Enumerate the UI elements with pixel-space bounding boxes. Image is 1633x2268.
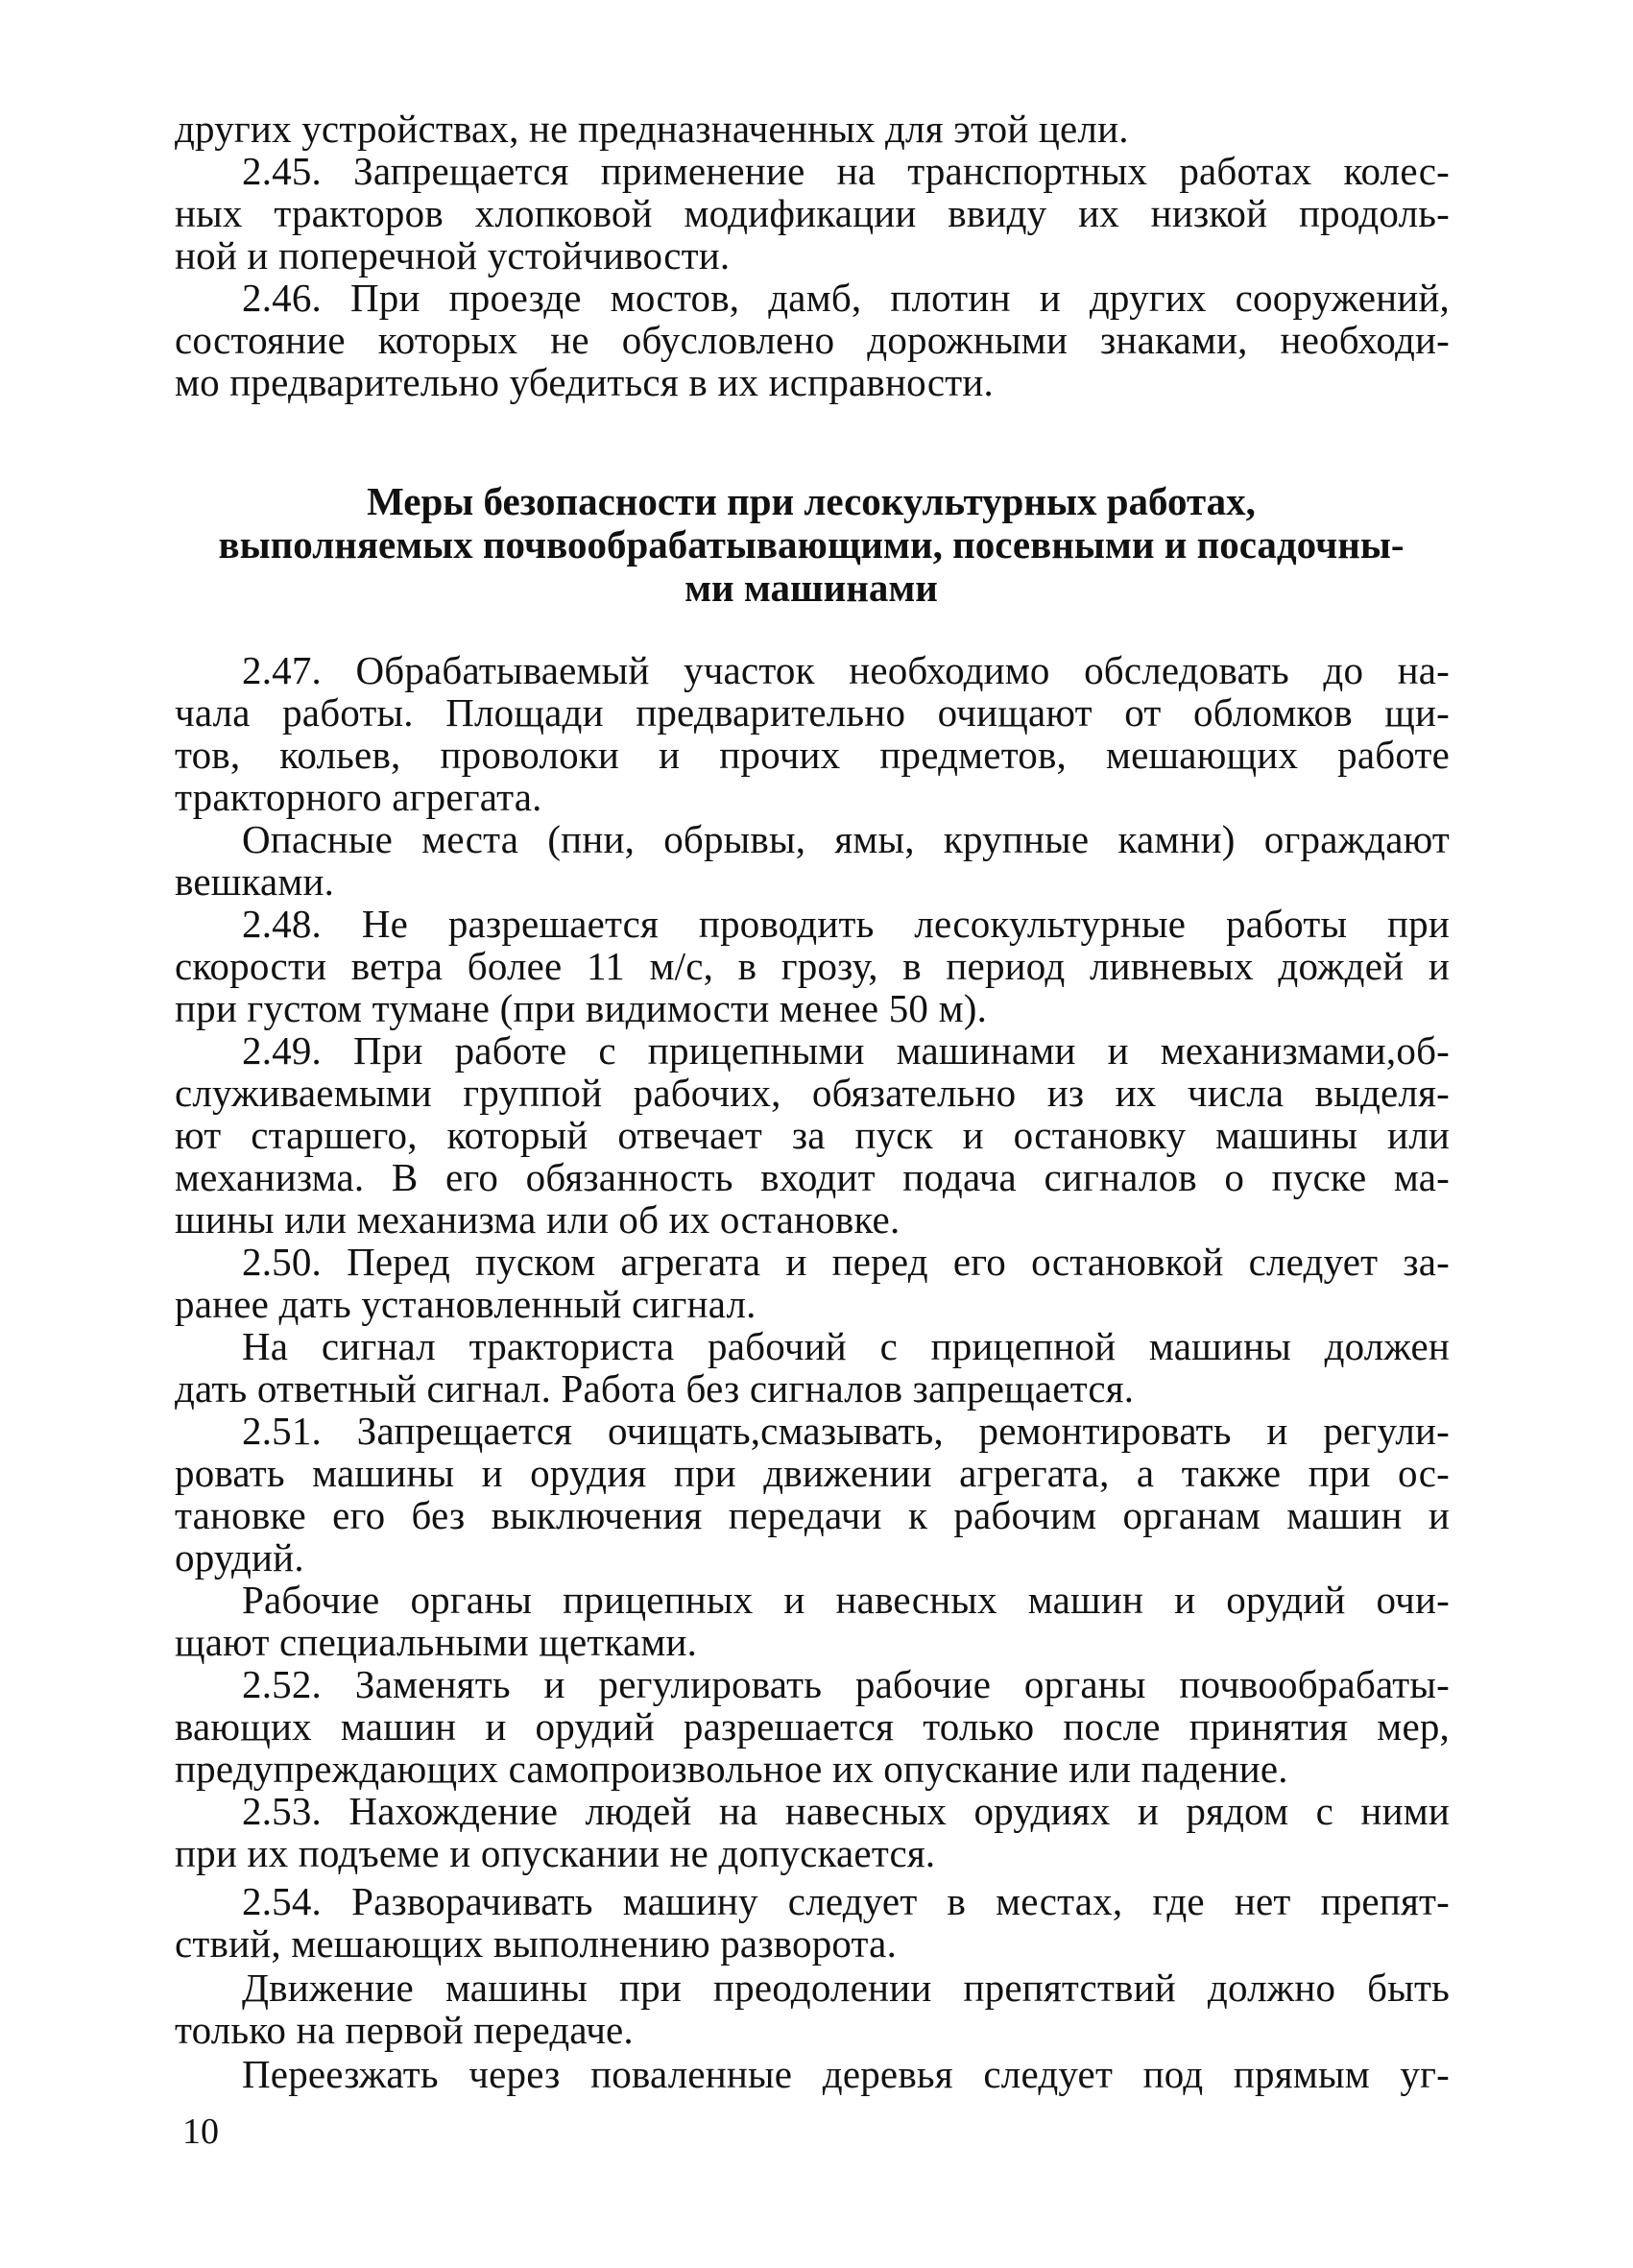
text-line: 2.53. Нахождение людей на навесных орудиях и рядом с ними <box>242 1789 1450 1833</box>
text-line: Движение машины при преодолении препятствий должно быть <box>242 1966 1450 2010</box>
text-line: 2.47. Обрабатываемый участок необходимо обследовать до на- <box>242 648 1450 692</box>
text-line: 2.48. Не разрешается проводить лесокультурные работы при <box>242 902 1450 946</box>
text-line: механизма. В его обязанность входит подача сигналов о пуске ма- <box>175 1155 1450 1199</box>
text-line: вешками. <box>175 859 335 904</box>
text-line: 2.46. При проезде мостов, дамб, плотин и других сооружений, <box>242 276 1450 320</box>
text-line: 2.51. Запрещается очищать,смазывать, ремонтировать и регули- <box>242 1409 1450 1453</box>
text-line: вающих машин и орудий разрешается только после принятия мер, <box>175 1704 1450 1749</box>
text-line: ют старшего, который отвечает за пуск и остановку машины или <box>175 1113 1450 1157</box>
text-line: ствий, мешающих выполнению разворота. <box>175 1921 898 1966</box>
text-line: тов, кольев, проволоки и прочих предметов, мешающих работе <box>175 733 1450 777</box>
text-line: предупреждающих самопроизвольное их опускание или падение. <box>175 1747 1288 1791</box>
text-line: Переезжать через поваленные деревья следует под прямым уг- <box>242 2052 1450 2096</box>
text-line: состояние которых не обусловлено дорожными знаками, необходи- <box>175 318 1450 362</box>
text-line: Рабочие органы прицепных и навесных машин и орудий очи- <box>242 1578 1450 1622</box>
section-heading-line: Меры безопасности при лесокультурных работах, <box>367 479 1256 523</box>
text-line: других устройствах, не предназначенных для этой цели. <box>175 107 1129 151</box>
text-line: 2.50. Перед пуском агрегата и перед его остановкой следует за- <box>242 1240 1450 1284</box>
text-line: только на первой передаче. <box>175 2008 634 2052</box>
text-line: тановке его без выключения передачи к рабочим органам машин и <box>175 1493 1450 1537</box>
text-line: при густом тумане (при видимости менее 50 м). <box>175 986 988 1030</box>
section-heading-line: ми машинами <box>684 566 938 610</box>
text-line: орудий. <box>175 1535 304 1580</box>
text-line: Опасные места (пни, обрывы, ямы, крупные камни) ограждают <box>242 817 1450 861</box>
text-line: 2.52. Заменять и регулировать рабочие органы почвообрабаты- <box>242 1662 1450 1706</box>
text-line: На сигнал тракториста рабочий с прицепной машины должен <box>242 1324 1450 1368</box>
text-line: ранее дать установленный сигнал. <box>175 1282 756 1326</box>
section-heading-line: выполняемых почвообрабатывающими, посевными и посадочны- <box>218 522 1405 567</box>
text-line: тракторного агрегата. <box>175 775 542 819</box>
text-line: ной и поперечной устойчивости. <box>175 233 731 277</box>
page-number: 10 <box>182 2111 219 2152</box>
text-line: скорости ветра более 11 м/с, в грозу, в период ливневых дождей и <box>175 944 1450 988</box>
text-line: 2.45. Запрещается применение на транспортных работах колес- <box>242 149 1450 193</box>
text-line: мо предварительно убедиться в их исправности. <box>175 360 994 404</box>
text-line: чала работы. Площади предварительно очищают от обломков щи- <box>175 690 1450 735</box>
text-line: 2.54. Разворачивать машину следует в местах, где нет препят- <box>242 1879 1450 1923</box>
text-line: шины или механизма или об их остановке. <box>175 1197 901 1242</box>
text-line: щают специальными щетками. <box>175 1620 698 1664</box>
text-line: дать ответный сигнал. Работа без сигналов запрещается. <box>175 1366 1135 1411</box>
text-line: ровать машины и орудия при движении агрегата, а также при ос- <box>175 1451 1450 1495</box>
text-line: служиваемыми группой рабочих, обязательно из их числа выделя- <box>175 1071 1450 1115</box>
text-line: при их подъеме и опускании не допускается. <box>175 1831 936 1875</box>
text-line: 2.49. При работе с прицепными машинами и механизмами,об- <box>242 1028 1450 1073</box>
text-line: ных тракторов хлопковой модификации ввиду их низкой продоль- <box>175 191 1450 235</box>
